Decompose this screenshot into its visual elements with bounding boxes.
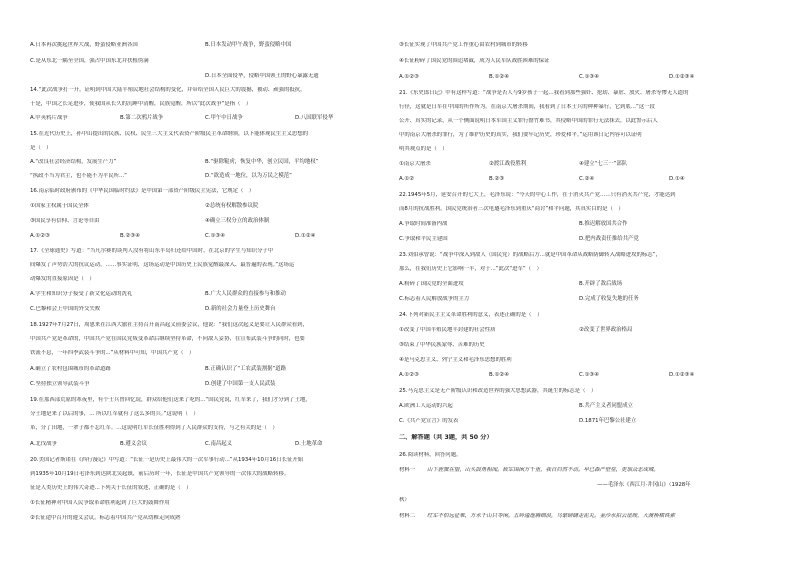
q14-option-d: D.八国联军侵华 (295, 115, 334, 121)
q15-option-c: “执政不当为君主，也不能不为平民所...” (30, 173, 127, 179)
q16-item-1: ①国家主权属于国民全体 (30, 203, 89, 209)
q24-item-3: ③结束了中华民族蒙辱、苦难的历史 (399, 342, 485, 348)
q13-option-d: D.日本全面侵华，侵略中国领土的野心暴露无遗 (205, 73, 319, 79)
q16-item-3: ③国民享有信仰、言论等自由 (30, 218, 100, 224)
question-18-text: 18.1927年7月27日，周恩来在江西大旅社主持召开南昌起义前委会议，他说：“我们这次起义是要让人民群众看到， (30, 322, 308, 328)
q25-option-c: C.《共产党宣言》的发表 (399, 418, 459, 424)
q19-option-c: C.南昌起义 (205, 441, 233, 447)
q23-option-a: A.粉碎了国民党的全面进攻 (399, 281, 464, 287)
question-15-text-2: 是（ ） (30, 145, 52, 151)
question-22-text: 22.1945年5月，延安召开的七大上，毛泽东说：“今天的中心工作，在于消灭共产党……只有消灭共产党，才能达到 (399, 192, 676, 198)
q19-option-d: D.土地革命 (295, 441, 323, 447)
question-21-text-4: 中的南京大屠杀的罪行，为了维护历史的真实，我们要牢记历史，珍爱和平。”运用该日记内容可以证明 (399, 132, 642, 138)
q22-option-a: A.争取时间准备内战 (399, 221, 448, 227)
question-18-text-2: 中国共产党是革命的，中国共产党在国民党叛变革命后继续坚持革命，不向敌人妥协，在宣布武装斗争的同时，也要 (30, 336, 305, 342)
q16-option-b: B.②③④ (120, 233, 140, 239)
q24-item-4: ④是马克思主义、列宁主义和毛泽东思想的胜利 (399, 357, 512, 363)
question-20-text: 20.美国记者斯诺在《西行漫记》中写道：“长征一是历史上最伟大的一次军事行动...”从1934年10月16日长征开始 (30, 457, 304, 463)
question-24-text: 24.下列对新民主主义革命胜利的意义，表述正确的是（ ） (399, 312, 543, 318)
q24-option-d: D.①②③④ (669, 372, 695, 378)
material-1-source: ——毛泽东《西江月·井冈山》（1928年 (597, 482, 691, 488)
q13-option-b: B.日本发动甲午战争，野蛮侵略中国 (205, 42, 292, 48)
q17-option-c: C.巴黎和会上中国的外交失败 (30, 306, 101, 312)
q16-option-a: A.①②③ (30, 233, 50, 239)
question-26-text: 26.阅读材料，回答问题。 (399, 452, 462, 458)
question-25-text: 25.马克思主义是无产阶级认识和改造世界的强大思想武器，其诞生的标志是（ ） (399, 388, 597, 394)
q18-option-b: B.正确认识了“工农武装割据”道路 (205, 366, 287, 372)
q20-item-3: ③长征实现了中国共产党工作重心由农村到城市的转移 (399, 42, 528, 48)
q24-option-b: B.①②④ (489, 372, 509, 378)
question-23-text-2: 那么，在我们历史上它影响一半，对于...”此次“进军”（ ） (399, 266, 542, 272)
question-23-text: 23.刘伯承曾说：“战争中深入到敌人（国民党）的战略后方...就是中国革命从战略防御转入战略进攻的标志”， (399, 252, 661, 258)
q20-item-4: ④长征粉碎了国民党的围追堵截，成为人民军队战胜困难的保证 (399, 58, 550, 64)
q20-item-1: ①长征精神对中国人民争取革命胜利起到了巨大的鼓舞作用 (30, 500, 170, 506)
material-2-poem: 红军不怕远征难，万水千山只等闲。五岭逶迤腾细浪，乌蒙磅礴走泥丸。金沙水拍云崖暖，大渡桥横铁索 (427, 513, 675, 519)
question-19-text-3: 革，分了田地，一辈子都不忘红军。...这说明红军长征胜利得到了人民群众的支持，与之有关的是（ ） (30, 425, 278, 431)
q21-option-d: D.①④ (669, 176, 685, 182)
question-15-text: 15.在近代历史上，孙中山提出的民族、民权、民生三大主义代表资产阶级民主革命纲领，以下能体现民生主义思想的 (30, 131, 309, 137)
q25-option-d: D.1871年巴黎公社建立 (579, 418, 637, 424)
question-21-text-3: 公开、真实的记录，从一个侧面说明日本军国主义罪行罄竹难书，其侵略中国的罪行无法抹去，以此警示后人 (399, 118, 658, 124)
q22-option-c: C.争取和平民主建国 (399, 236, 448, 242)
q25-option-b: B.共产主义者同盟成立 (579, 403, 633, 409)
q20-item-2: ②长征途中召开的遵义会议，标志着中国共产党从幼稚走向成熟 (30, 515, 181, 521)
question-19-text-2: 分土地是来了以后的事，... 所以红军就有了这么多的兵。”这说明（ ） (30, 411, 199, 417)
q24-option-a: A.①②③ (399, 372, 419, 378)
q24-item-1: ①改变了中国半殖民地半封建的社会性质 (399, 327, 496, 333)
question-20-text-2: 到1935年10月19日毛泽东到达陕北吴起镇，前后历时一年，长征是中国共产党领导的一次伟大的战略转移。 (30, 471, 290, 477)
question-22-text-2: 而8月的抗战胜利，国民党统治者三次电邀毛泽东到重庆“商讨”和平问题，其真实目的是（ ） (399, 206, 624, 212)
question-21-text: 21.《东史郎日记》中有这样写道：“战争是否人与9岁孩子一起...我看到那些强奸、抢劫、暴虐、放火、屠杀等惨无人道的 (399, 90, 689, 96)
question-14-text: 14.“此次战争打一开，证明到中国大陆半殖民地社会结构的变化，并带给全国人民巨大的震撼，被动、顽强的抵抗， (30, 87, 306, 93)
q21-option-c: C.②④ (579, 176, 595, 182)
q21-option-b: B.②③ (489, 176, 505, 182)
q25-option-a: A.欧洲工人运动的兴起 (399, 403, 453, 409)
q20-option-b: B.①②④ (489, 74, 509, 80)
q17-option-a: A.学生和知识分子接受了新文化运动的洗礼 (30, 291, 133, 297)
question-17-text: 17.《全球通史》写道：“当凡尔赛的谈判人没有将山东半岛归还给中国时，在北京的学生与知识分子中 (30, 248, 274, 254)
material-1-poem: 山下旌旗在望，山头鼓角相闻。敌军围困万千重，我自岿然不动。早已森严壁垒，更加众志成城。 (427, 467, 659, 473)
material-1-label: 材料一 (399, 467, 416, 473)
question-21-text-2: 行径，这就是日军在中国的所作所为。在南京大屠杀期间，我看到了日本士兵的种种暴行，它到底...”这一段 (399, 104, 655, 110)
q13-option-a: A.日本再次挑起世界大战，野蛮侵略亚洲各国 (30, 42, 138, 48)
q24-option-c: C.①③④ (579, 372, 599, 378)
q20-option-d: D.①②③④ (669, 74, 695, 80)
q23-option-c: C.标志着人民解放战争的主力 (399, 296, 470, 302)
q17-option-d: D.新的社会力量登上历史舞台 (205, 306, 276, 312)
question-20-text-3: 征是人类历史上的伟大奇迹...下列关于长征的叙述，正确的是（ ） (30, 485, 192, 491)
q23-option-d: D.完成了收复失地的任务 (579, 296, 639, 302)
q18-option-a: A.确立了农村包围城市的革命道路 (30, 366, 111, 372)
q14-option-c: C.甲午中日战争 (205, 115, 243, 121)
q16-option-c: C.①③④ (205, 233, 225, 239)
q20-option-a: A.①②③ (399, 74, 419, 80)
q14-option-b: B.第二次鸦片战争 (120, 115, 164, 121)
q14-option-a: A.中英鸦片战争 (30, 115, 68, 121)
q23-option-b: B.开辟了敌后战场 (579, 281, 623, 287)
q19-option-a: A.北伐战争 (30, 441, 57, 447)
question-17-text-2: 间爆发了声势浩大的抗议运动，……事实证明，这场运动是中国历史上民族觉醒最深入、最普遍的表现。”这场运 (30, 262, 295, 268)
q21-item-1: ①南京大屠杀 (399, 161, 431, 167)
q17-option-b: B.广大人民群众的直接参与和推动 (205, 291, 286, 297)
q22-option-d: D.把内战责任推给共产党 (579, 236, 639, 242)
q15-option-b: B.“驱除鞑虏，恢复中华，创立民国，平均地权” (205, 159, 319, 165)
q21-item-4: ④建立“七三一”部队 (579, 161, 628, 167)
q15-option-d: D.“欲造成一地位，以为万民之模范” (205, 173, 292, 179)
q15-option-a: A.“改良社会经济结构，发展生产力” (30, 159, 117, 165)
q24-item-2: ②改变了世界政治格局 (579, 327, 633, 333)
q21-option-a: A.①② (399, 176, 414, 182)
q18-option-c: C.坚持独立领导武装斗争 (30, 381, 90, 387)
material-2-label: 材料二 (399, 513, 416, 519)
question-17-text-3: 动爆发的直接原因是（ ） (30, 276, 95, 282)
q16-item-2: ②总统有权解散参议院 (205, 203, 259, 209)
q18-option-d: D.创建了中国第一支人民武装 (205, 381, 276, 387)
q22-option-b: B.推迟解放国共合作 (579, 221, 628, 227)
section-title: 二、解答题（共 3题，共 50 分） (399, 434, 493, 441)
question-19-text: 19.在那西部荒原的寒夜里，有个士兵曾回忆说，群众给他们送来了吃的...“国民党说，红军来了，我们才分到了土地， (30, 397, 311, 403)
material-1-source-cont: 秋） (399, 497, 410, 503)
question-18-text-3: 铁流不息，一年四季武装斗争的...”从材料中可知，中国共产党（ ） (30, 350, 195, 356)
q13-option-c: C.是从东北一隅至全国，强占中国东北并扶植伪满 (30, 58, 149, 64)
q19-option-b: B.遵义会议 (120, 441, 147, 447)
q16-item-4: ④确立三权分立的政治体制 (205, 218, 270, 224)
question-14-text-2: 于是，中国之长足进步，使我国从长久的沉睡中清醒，民族觉醒，所以“此次战争”是指（ ） (30, 101, 252, 107)
question-16-text: 16.南京临时政府颁布的《中华民国临时约法》是中国第一部资产阶级民主宪法，它规定（ ） (30, 188, 255, 194)
q21-item-2: ②渡江战役胜利 (489, 161, 527, 167)
q16-option-d: D.①②④ (295, 233, 316, 239)
q20-option-c: C.①③④ (579, 74, 599, 80)
question-21-text-5: 明其观点的是（ ） (399, 146, 448, 152)
